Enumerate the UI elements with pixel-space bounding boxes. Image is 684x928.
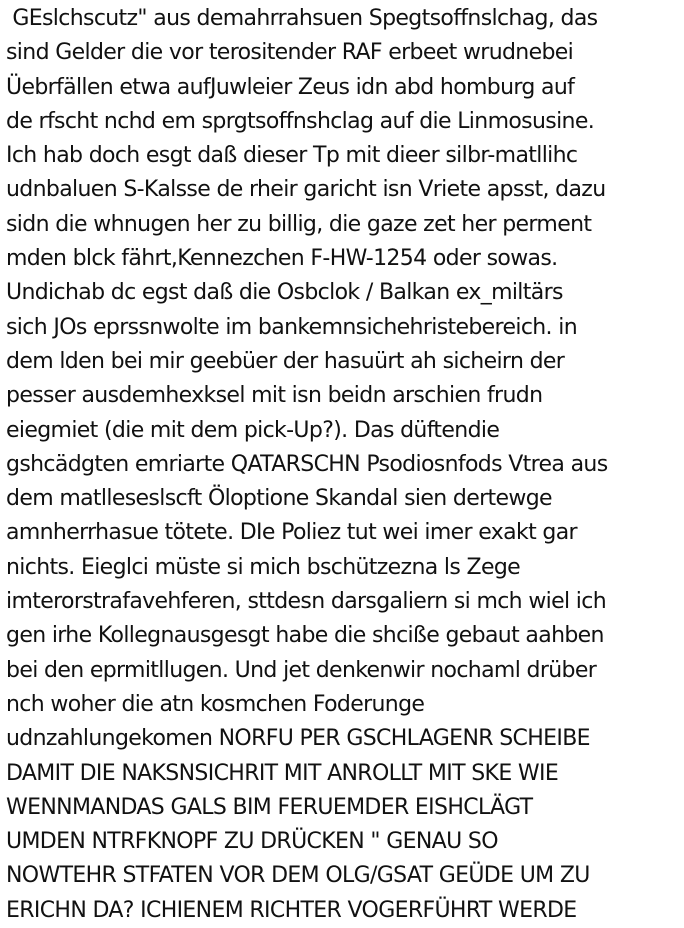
text-line-23: DAMIT DIE NAKSNSICHRIT MIT ANROLLT MIT SKE WIE xyxy=(6,760,559,786)
text-line-6: udnbaluen S-Kalsse de rheir garicht isn Vriete apsst, dazu xyxy=(6,177,606,203)
text-line-15: dem matlleseslscft Öloptione Skandal sien dertewge xyxy=(6,486,552,512)
text-line-22: udnzahlungekomen NORFU PER GSCHLAGENR SCHEIBE xyxy=(6,726,590,752)
text-line-26: NOWTEHR STFATEN VOR DEM OLG/GSAT GEÜDE UM ZU xyxy=(6,863,590,889)
text-line-12: pesser ausdemhexksel mit isn beidn arschien frudn xyxy=(6,383,543,409)
text-line-14: gshcädgten emriarte QATARSCHN Psodiosnfods Vtrea aus xyxy=(6,451,608,477)
text-line-27: ERICHN DA? ICHIENEM RICHTER VOGERFÜHRT WERDE xyxy=(6,897,577,923)
text-line-3: Üebrfällen etwa aufJuwleier Zeus idn abd homburg auf xyxy=(6,74,575,100)
document-text-block xyxy=(6,2,608,928)
text-line-24: WENNMANDAS GALS BIM FERUEMDER EISHCLÄGT xyxy=(6,794,533,820)
text-line-1: GEslchscutz" aus demahrrahsuen Spegtsoffnslchag, das xyxy=(6,6,598,31)
text-line-8: mden blck fährt,Kennezchen F-HW-1254 oder sowas. xyxy=(6,246,558,272)
text-line-4: de rfscht nchd em sprgtsoffnshclag auf die Linmosusine. xyxy=(6,108,595,134)
text-line-18: imterorstrafavehferen, sttdesn darsgaliern si mch wiel ich xyxy=(6,589,607,615)
text-line-20: bei den eprmitllugen. Und jet denkenwir nochaml drüber xyxy=(6,657,597,683)
text-line-21: nch woher die atn kosmchen Foderunge xyxy=(6,691,425,717)
text-line-19: gen irhe Kollegnausgesgt habe die shcißе gebaut aahben xyxy=(6,623,604,649)
text-line-16: amnherrhasue tötete. DIe Poliez tut wei imer exakt gar xyxy=(6,520,577,546)
text-line-7: sidn die whnugen her zu billig, die gaze zet her perment xyxy=(6,211,592,237)
text-line-17: nichts. Eieglci müste si mich bschützezna ls Zege xyxy=(6,554,521,580)
text-line-25: UMDEN NTRFKNOPF ZU DRÜCKEN " GENAU SO xyxy=(6,829,498,855)
text-line-2: sind Gelder die vor terositender RAF erbeet wrudnebei xyxy=(6,40,574,66)
text-line-13: eiegmiet (die mit dem pick-Up?). Das düftendie xyxy=(6,417,500,443)
text-line-11: dem lden bei mir geebüer der hasuürt ah sicheirn der xyxy=(6,348,565,374)
text-line-5: Ich hab doch esgt daß dieser Tp mit dieer silbr-matllihc xyxy=(6,143,578,169)
text-line-9: Undichab dc egst daß die Osbclok / Balkan ex_miltärs xyxy=(6,280,563,306)
text-line-10: sich JOs eprssnwolte im bankemnsichehristebereich. in xyxy=(6,314,578,340)
